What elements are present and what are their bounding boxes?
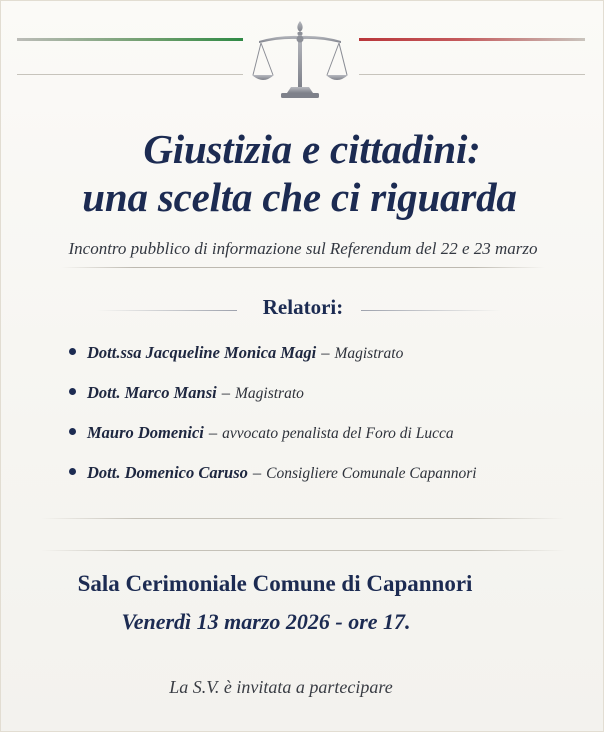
tricolor-line-green — [17, 38, 243, 41]
bullet-icon — [69, 468, 76, 475]
bullet-icon — [69, 388, 76, 395]
speaker-list — [69, 343, 477, 503]
tricolor-line-red — [359, 38, 585, 41]
list-item — [69, 463, 477, 503]
speaker-role: Consigliere Comunale Capannori — [266, 465, 477, 482]
speaker-separator: – — [252, 463, 262, 482]
subtitle: Incontro pubblico di informazione sul Referendum del 22 e 23 marzo — [68, 239, 538, 258]
subtitle-rule — [61, 267, 545, 268]
speaker-name: Dott.ssa Jacqueline Monica Magi — [87, 343, 317, 362]
speaker-name: Dott. Domenico Caruso — [87, 463, 248, 482]
speaker-separator: – — [221, 383, 230, 402]
scales-of-justice-icon — [251, 17, 349, 101]
speaker-role: avvocato penalista del Foro di Lucca — [222, 425, 454, 442]
speaker-name: Mauro Domenici — [87, 423, 204, 442]
speaker-role: Magistrato — [234, 385, 304, 402]
bullet-icon — [69, 428, 76, 435]
list-item — [69, 343, 477, 383]
section-divider — [41, 550, 565, 551]
invitation-line: La S.V. è invitata a partecipare — [169, 677, 393, 697]
section-divider — [41, 518, 565, 519]
speaker-separator: – — [321, 343, 330, 362]
relatori-heading: Relatori: — [262, 295, 344, 319]
speaker-separator: – — [208, 423, 218, 442]
header-rule-left — [17, 74, 243, 75]
speaker-role: Magistrato — [334, 345, 404, 362]
list-item — [69, 383, 477, 423]
header-rule-right — [359, 74, 585, 75]
event-date: Venerdì 13 marzo 2026 - ore 17. — [121, 609, 411, 634]
main-title-line-2: una scelta che ci riguarda — [82, 174, 517, 220]
bullet-icon — [69, 348, 76, 355]
event-venue: Sala Cerimoniale Comune di Capannori — [77, 571, 473, 596]
main-title-line-1: Giustizia e cittadini: — [143, 126, 481, 172]
speaker-name: Dott. Marco Mansi — [87, 383, 217, 402]
list-item — [69, 423, 477, 463]
